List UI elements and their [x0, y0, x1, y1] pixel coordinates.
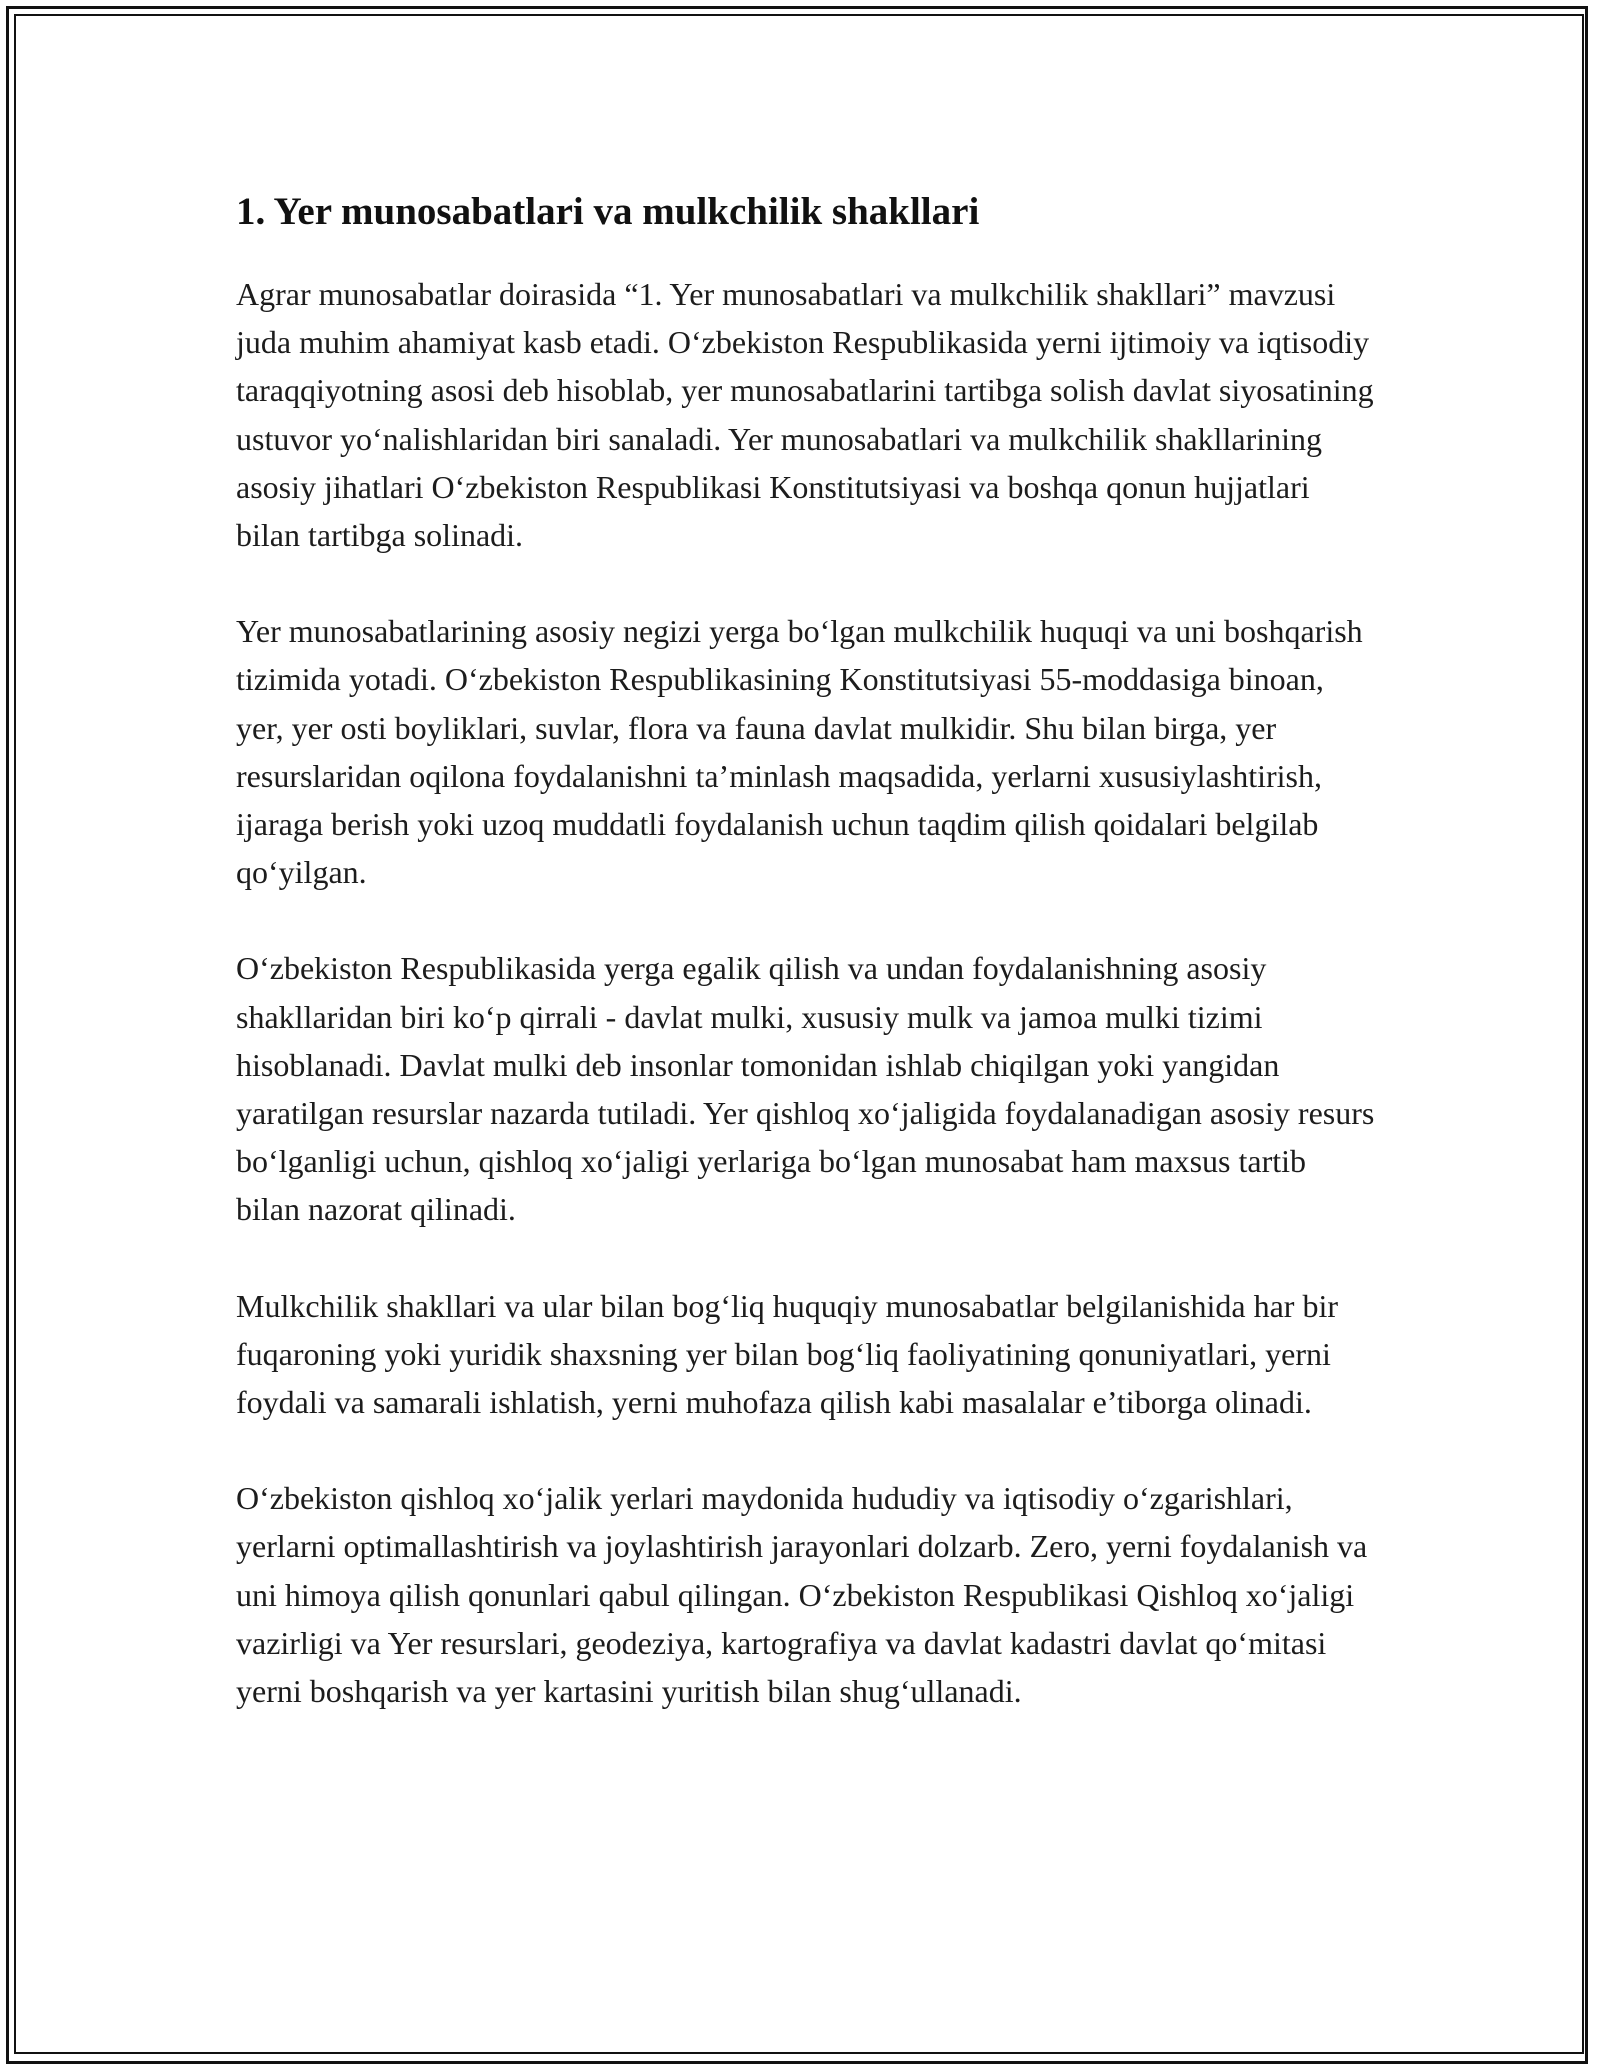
paragraph-4: Mulkchilik shakllari va ular bilan bog‘liq huquqiy munosabatlar belgilanishida har bir fuqaroning yoki yuridik shaxsning yer bilan bog‘liq faoliyatining qonuniyatlari, yerni foydali va samarali ishlatish, yerni muhofaza qilish kabi masalalar e’tiborga olinadi.	[236, 1287, 1338, 1421]
paragraph-3: O‘zbekiston Respublikasida yerga egalik qilish va undan foydalanishning asosiy shakllaridan biri ko‘p qirrali - davlat mulki, xususiy mulk va jamoa mulki tizimi hisoblanadi. Davlat mulki deb insonlar tomonidan ishlab chiqilgan yoki yangidan yaratilgan resurslar nazarda tutiladi. Yer qishloq xo‘jaligida foydalanadigan asosiy resurs bo‘lganligi uchun, qishloq xo‘jaligi yerlariga bo‘lgan munosabat ham maxsus tartib bilan nazorat qilinadi.	[236, 950, 1375, 1228]
paragraph-5: O‘zbekiston qishloq xo‘jalik yerlari maydonida hududiy va iqtisodiy o‘zgarishlari, yerlarni optimallashtirish va joylashtirish jarayonlari dolzarb. Zero, yerni foydalanish va uni himoya qilish qonunlari qabul qilingan. O‘zbekiston Respublikasi Qishloq xo‘jaligi vazirligi va Yer resurslari, geodeziya, kartografiya va davlat kadastri davlat qo‘mitasi yerni boshqarish va yer kartasini yuritish bilan shug‘ullanadi.	[236, 1480, 1368, 1710]
document-page	[236, 186, 1376, 1763]
paragraph-2: Yer munosabatlarining asosiy negizi yerga bo‘lgan mulkchilik huquqi va uni boshqarish tizimida yotadi. O‘zbekiston Respublikasining Konstitutsiyasi 55-moddasiga binoan, yer, yer osti boyliklari, suvlar, flora va fauna davlat mulkidir. Shu bilan birga, yer resurslaridan oqilona foydalanishni ta’minlash maqsadida, yerlarni xususiylashtirish, ijaraga berish yoki uzoq muddatli foydalanish uchun taqdim qilish qoidalari belgilab qo‘yilgan.	[236, 613, 1363, 891]
paragraph-1: Agrar munosabatlar doirasida “1. Yer munosabatlari va mulkchilik shakllari” mavzusi juda muhim ahamiyat kasb etadi. O‘zbekiston Respublikasida yerni ijtimoiy va iqtisodiy taraqqiyotning asosi deb hisoblab, yer munosabatlarini tartibga solish davlat siyosatining ustuvor yo‘nalishlaridan biri sanaladi. Yer munosabatlari va mulkchilik shakllarining asosiy jihatlari O‘zbekiston Respublikasi Konstitutsiyasi va boshqa qonun hujjatlari bilan tartibga solinadi.	[236, 276, 1374, 554]
document-title: 1. Yer munosabatlari va mulkchilik shakllari	[236, 190, 980, 233]
